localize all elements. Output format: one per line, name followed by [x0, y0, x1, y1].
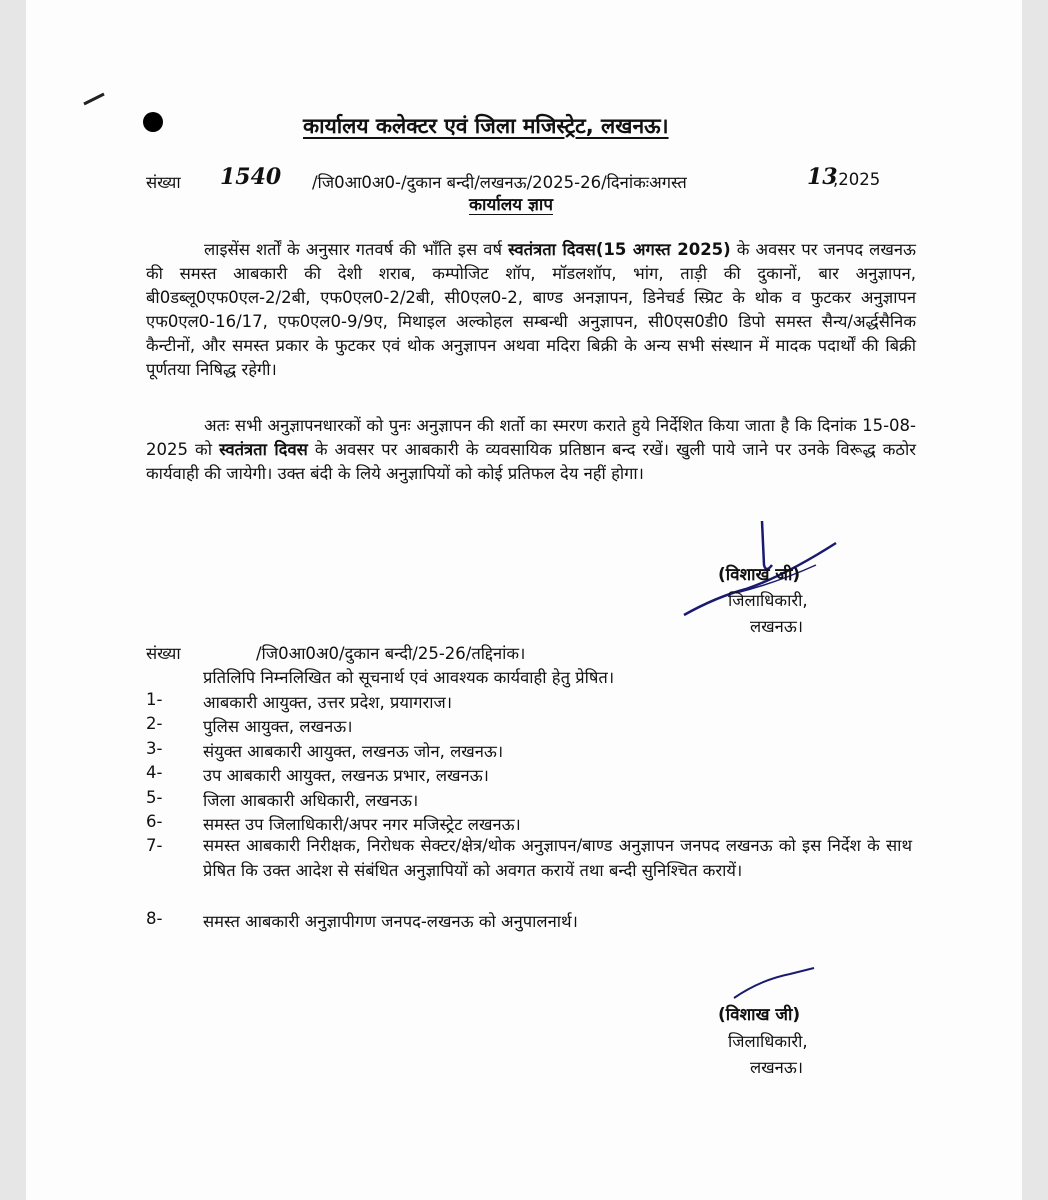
list-item-number: 2-: [146, 714, 163, 733]
para1-text-a: लाइसेंस शर्तों के अनुसार गतवर्ष की भाँति इस वर्ष: [204, 240, 502, 259]
ref-text: /जि0आ0अ0-/दुकान बन्दी/लखनऊ/2025-26/दिनांकःअगस्त: [312, 173, 687, 192]
handwritten-day: 13: [807, 164, 838, 190]
list-item: समस्त उप जिलाधिकारी/अपर नगर मजिस्ट्रेट लखनऊ।: [203, 815, 521, 834]
para2-text-a: अतः सभी अनुज्ञापनधारकों को पुनः अनुज्ञापन की शर्तो का स्मरण कराते हुये निर्देशित किया जाता है कि दिनांक 15-08-2025 को: [146, 416, 916, 460]
signatory-place-2: लखनऊ।: [750, 1058, 804, 1077]
scan-marks: [70, 80, 180, 150]
ref-label: संख्या: [146, 173, 181, 192]
list-item: आबकारी आयुक्त, उत्तर प्रदेश, प्रयागराज।: [203, 693, 453, 712]
para1-bold: स्वतंत्रता दिवस(15 अगस्त 2025): [508, 240, 731, 259]
paragraph-1: [146, 238, 916, 383]
list-item: जिला आबकारी अधिकारी, लखनऊ।: [203, 791, 419, 810]
ref2-label: संख्या: [146, 644, 181, 663]
signatory-name-1: (विशाख जी): [718, 565, 801, 585]
signatory-designation-1: जिलाधिकारी,: [728, 591, 808, 610]
list-item: समस्त आबकारी निरीक्षक, निरोधक सेक्टर/क्षेत्र/थोक अनुज्ञापन/बाण्ड अनुज्ञापन जनपद लखनऊ को इस निर्देश के साथ प्रेषित कि उक्त आदेश से संबंधित अनुज्ञापियों को अवगत करायें तथा बन्दी सुनिश्चित करायें।: [203, 836, 912, 880]
list-item: संयुक्त आबकारी आयुक्त, लखनऊ जोन, लखनऊ।: [203, 742, 504, 761]
list-item-number: 1-: [146, 690, 163, 709]
signatory-place-1: लखनऊ।: [750, 617, 804, 636]
office-title: कार्यालय कलेक्टर एवं जिला मजिस्ट्रेट, लखनऊ।: [303, 114, 669, 138]
signatory-name-2: (विशाख जी): [718, 1005, 801, 1025]
list-item-number: 3-: [146, 739, 163, 758]
list-item: समस्त आबकारी अनुज्ञापीगण जनपद-लखनऊ को अनुपालनार्थ।: [203, 912, 578, 931]
pen-stroke-mark: [84, 94, 104, 104]
ref-year: ,2025: [833, 170, 881, 189]
list-item-number: 6-: [146, 812, 163, 831]
list-item-number: 8-: [146, 909, 163, 928]
memo-title: कार्यालय ज्ञाप: [469, 195, 553, 215]
list-item: उप आबकारी आयुक्त, लखनऊ प्रभार, लखनऊ।: [203, 766, 489, 785]
ref2-text: /जि0आ0अ0/दुकान बन्दी/25-26/तद्दिनांक।: [256, 644, 526, 663]
copy-intro: प्रतिलिपि निम्नलिखित को सूचनार्थ एवं आवश्यक कार्यवाही हेतु प्रेषित।: [203, 668, 615, 687]
para2-text-b: के अवसर पर आबकारी के व्यवसायिक प्रतिष्ठान बन्द रखें। खुली पाये जाने पर उनके विरूद्ध कठोर कार्यवाही की जायेगी। उक्त बंदी के लिये अनुज्ञापियों को कोई प्रतिफल देय नहीं होगा।: [146, 440, 916, 484]
ink-dot-mark: [143, 112, 163, 132]
paragraph-2: [146, 414, 916, 486]
signature-scribble-2: [730, 964, 820, 1004]
list-item-number: 7-: [146, 836, 163, 855]
list-item-number: 5-: [146, 788, 163, 807]
list-item-number: 4-: [146, 763, 163, 782]
para2-bold: स्वतंत्रता दिवस: [219, 440, 308, 460]
signatory-designation-2: जिलाधिकारी,: [728, 1032, 808, 1051]
para1-text-b: के अवसर पर जनपद लखनऊ की समस्त आबकारी की देशी शराब, कम्पोजिट शॉप, मॉडलशॉप, भांग, ताड़ी की दुकानों, बार अनुज्ञापन, बी0डब्लू0एफ0एल-2/2बी, एफ0एल0-2/2बी, सी0एल0-2, बाण्ड अनज्ञापन, डिनेचर्ड स्प्रिट के थोक व फुटकर अनुज्ञापन एफ0एल0-16/17, एफ0एल0-9/9ए, मिथाइल अल्कोहल सम्बन्धी अनुज्ञापन, सी0एस0डी0 डिपो समस्त सैन्य/अर्द्धसैनिक कैन्टीनों, और समस्त प्रकार के फुटकर एवं थोक अनुज्ञापन अथवा मदिरा बिक्री के अन्य सभी संस्थान में मादक पदार्थों की बिक्री पूर्णतया निषिद्ध रहेगी।: [146, 240, 916, 380]
list-item: पुलिस आयुक्त, लखनऊ।: [203, 717, 353, 736]
handwritten-number: 1540: [220, 164, 282, 190]
